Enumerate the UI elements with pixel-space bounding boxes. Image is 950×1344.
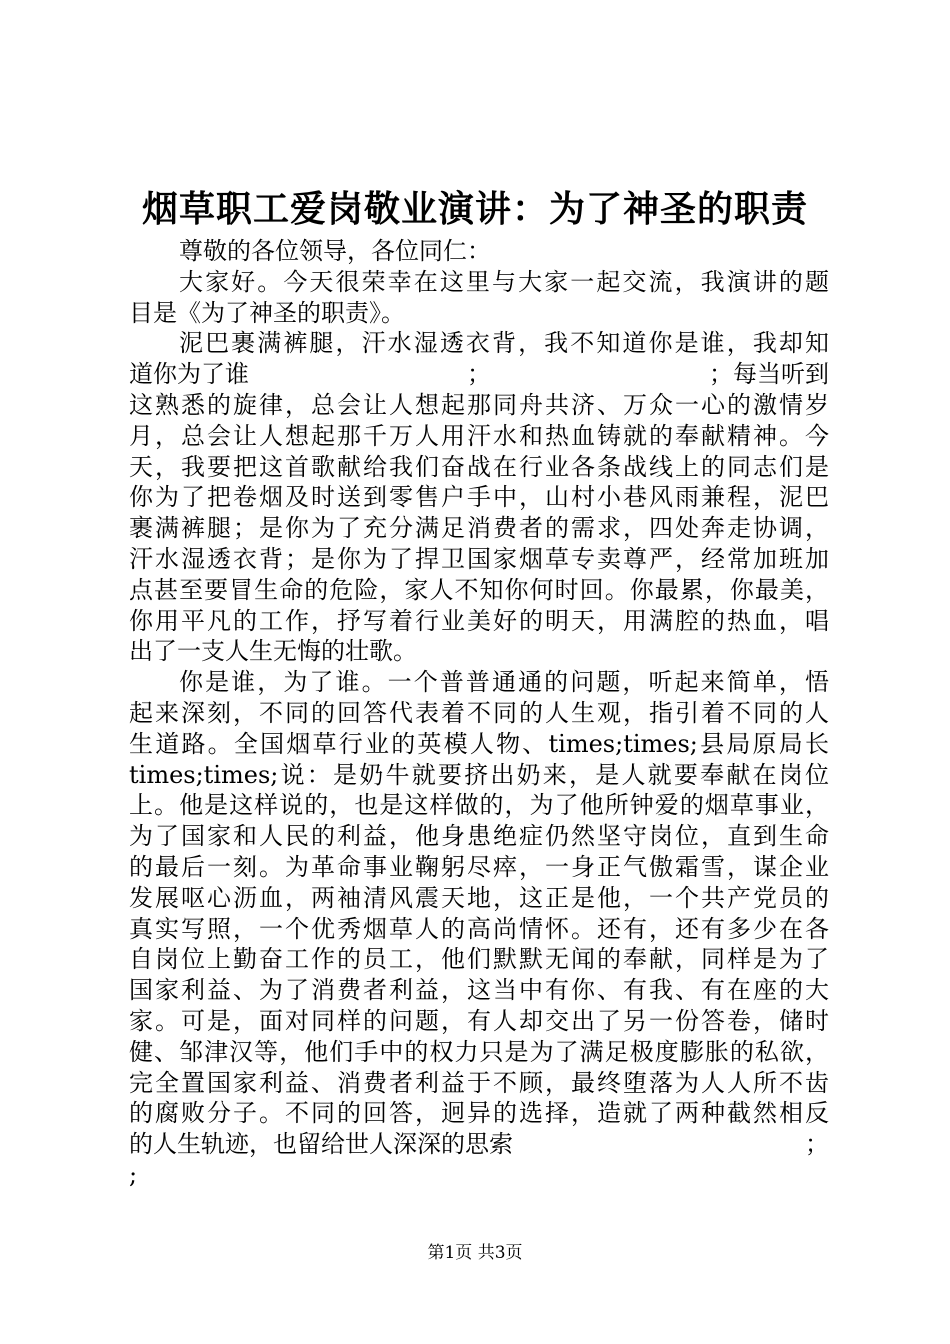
paragraph-1-line: 大家好。今天很荣幸在这里与大家一起交流，我演讲的题 [179,267,829,296]
paragraph-2-line: 汗水湿透衣背；是你为了捍卫国家烟草专卖尊严，经常加班加 [129,544,829,573]
paragraph-3-line: 完全置国家利益、消费者利益于不顾，最终堕落为人人所不齿 [129,1068,829,1097]
text-segment: ；每当听到 [709,360,829,389]
paragraph-3-line: 自岗位上勤奋工作的员工，他们默默无闻的奉献，同样是为了 [129,945,829,974]
paragraph-3-line: 上。他是这样说的，也是这样做的，为了他所钟爱的烟草事业， [129,791,829,820]
paragraph-3-line: 为了国家和人民的利益，他身患绝症仍然坚守岗位，直到生命 [129,822,829,851]
paragraph-3-line: 国家利益、为了消费者利益，这当中有你、有我、有在座的大 [129,976,829,1005]
document-body [129,236,829,1191]
paragraph-1-line: 目是《为了神圣的职责》。 [129,298,405,327]
paragraph-3-line: 的最后一刻。为革命事业鞠躬尽瘁，一身正气傲霜雪，谋企业 [129,852,829,881]
paragraph-2-line: 出了一支人生无悔的壮歌。 [129,637,417,666]
text-segment: 道你为了谁 [129,360,249,389]
paragraph-3-line: 起来深刻，不同的回答代表着不同的人生观，指引着不同的人 [129,698,829,727]
paragraph-3-line: 真实写照，一个优秀烟草人的高尚情怀。还有，还有多少在各 [129,914,829,943]
paragraph-2-line [129,359,829,390]
paragraph-2-line: 你用平凡的工作，抒写着行业美好的明天，用满腔的热血，唱 [129,606,829,635]
paragraph-3-line: times;times;说：是奶牛就要挤出奶来，是人就要奉献在岗位 [129,760,829,789]
paragraph-3-line: ; [129,1160,138,1189]
paragraph-2-line: 月，总会让人想起那千万人用汗水和热血铸就的奉献精神。今 [129,421,829,450]
paragraph-3-line: 发展呕心沥血，两袖清风震天地，这正是他，一个共产党员的 [129,883,829,912]
paragraph-3-line: 生道路。全国烟草行业的英模人物、times;times;县局原局长 [129,729,829,758]
text-segment: 的人生轨迹，也留给世人深深的思索 [129,1130,513,1159]
text-segment: ； [805,1130,829,1159]
paragraph-3-line: 你是谁，为了谁。一个普普通通的问题，听起来简单，悟 [179,668,829,697]
page-number-footer: 第1页 共3页 [427,1243,523,1263]
paragraph-2-line: 泥巴裹满裤腿，汗水湿透衣背，我不知道你是谁，我却知 [179,329,829,358]
paragraph-2-line: 点甚至要冒生命的危险，家人不知你何时回。你最累，你最美， [129,575,829,604]
salutation-line: 尊敬的各位领导，各位同仁： [179,237,491,265]
document-title: 烟草职工爱岗敬业演讲：为了神圣的职责 [141,188,808,230]
paragraph-2-line: 这熟悉的旋律，总会让人想起那同舟共济、万众一心的激情岁 [129,390,829,419]
paragraph-2-line: 裹满裤腿；是你为了充分满足消费者的需求，四处奔走协调， [129,514,829,543]
paragraph-3-line: 家。可是，面对同样的问题，有人却交出了另一份答卷，储时 [129,1006,829,1035]
paragraph-3-line [129,1129,829,1160]
paragraph-2-line: 你为了把卷烟及时送到零售户手中，山村小巷风雨兼程，泥巴 [129,483,829,512]
paragraph-3-line: 健、邹津汉等，他们手中的权力只是为了满足极度膨胀的私欲， [129,1037,829,1066]
text-segment: ； [467,360,491,389]
paragraph-3-line: 的腐败分子。不同的回答，迥异的选择，造就了两种截然相反 [129,1099,829,1128]
paragraph-2-line: 天，我要把这首歌献给我们奋战在行业各条战线上的同志们是 [129,452,829,481]
